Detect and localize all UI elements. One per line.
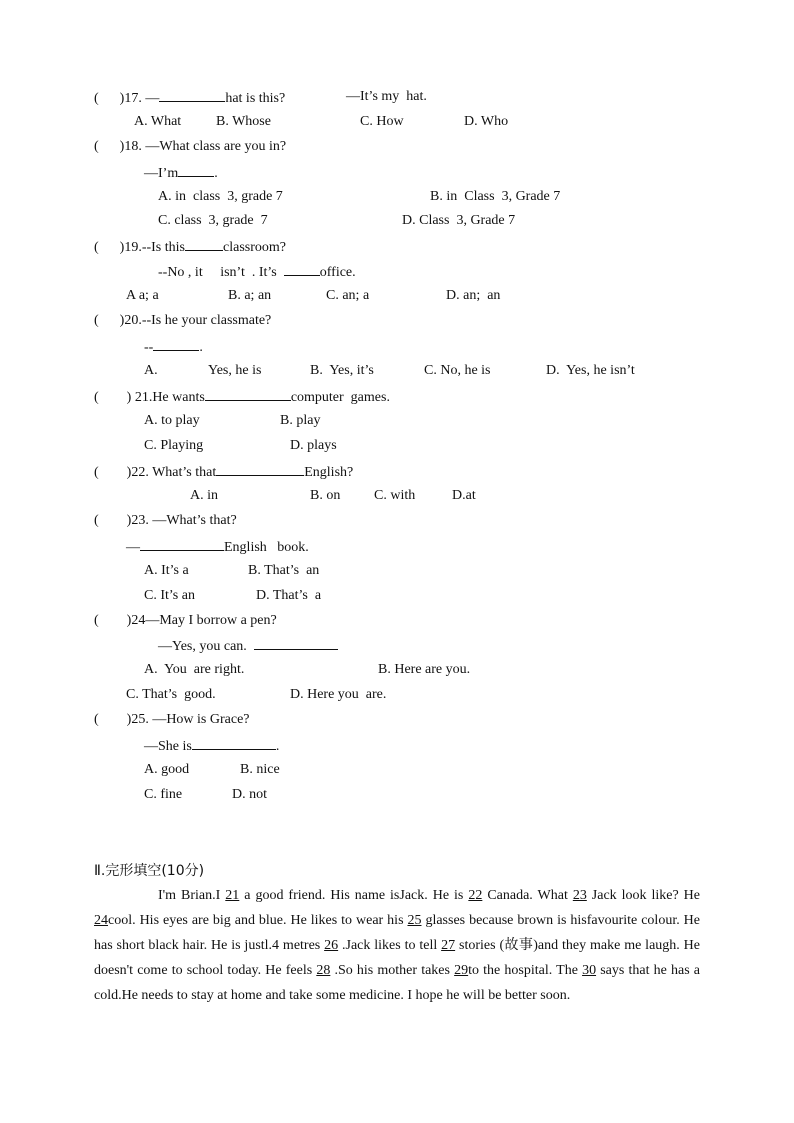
blank-number: 26 bbox=[324, 938, 339, 953]
blank-number: 23 bbox=[572, 888, 587, 903]
option-c: C. an; a bbox=[326, 288, 370, 303]
answer-blank bbox=[153, 337, 199, 351]
option-d: D. Yes, he isn’t bbox=[546, 363, 635, 378]
option-a: A. What bbox=[134, 114, 182, 129]
answer-blank bbox=[216, 462, 304, 476]
option-b: B. Yes, it’s bbox=[310, 363, 374, 378]
answer-blank bbox=[205, 387, 291, 401]
question-24-reply: —Yes, you can. bbox=[158, 636, 338, 656]
answer-blank bbox=[159, 88, 225, 102]
option-a: A. to play bbox=[144, 413, 200, 428]
option-a: A. in class 3, grade 7 bbox=[158, 189, 283, 204]
option-d: D. That’s a bbox=[256, 588, 322, 603]
option-d: D. Who bbox=[464, 114, 509, 129]
option-c: C. How bbox=[360, 114, 404, 129]
option-b: B. Here are you. bbox=[378, 662, 471, 677]
answer-blank bbox=[178, 163, 214, 177]
option-d: D. Class 3, Grade 7 bbox=[402, 213, 516, 228]
option-a: A. bbox=[144, 363, 158, 378]
option-d: D. an; an bbox=[446, 288, 501, 303]
question-23-stem: ( )23. —What’s that? bbox=[94, 513, 237, 528]
blank-number: 24 bbox=[94, 913, 108, 928]
question-17-stem: ( )17. — hat is this? bbox=[94, 88, 285, 108]
option-b: B. on bbox=[310, 488, 341, 503]
question-25-reply: —She is . bbox=[144, 736, 279, 756]
question-20-reply: -- . bbox=[144, 337, 203, 357]
question-17-reply: —It’s my hat. bbox=[346, 89, 427, 104]
answer-blank bbox=[284, 262, 320, 276]
answer-blank bbox=[185, 237, 223, 251]
blank-number: 28 bbox=[316, 963, 331, 978]
option-b: B. a; an bbox=[228, 288, 272, 303]
option-b: B. in Class 3, Grade 7 bbox=[430, 189, 561, 204]
option-d: D. plays bbox=[290, 438, 337, 453]
option-d: D.at bbox=[452, 488, 476, 503]
question-21-stem: ( ) 21.He wants computer games. bbox=[94, 387, 390, 407]
option-a: A. It’s a bbox=[144, 563, 189, 578]
option-c: C. That’s good. bbox=[126, 687, 216, 702]
blank-number: 21 bbox=[225, 888, 240, 903]
blank-number: 25 bbox=[407, 913, 422, 928]
question-25-stem: ( )25. —How is Grace? bbox=[94, 712, 250, 727]
question-18-stem: ( )18. —What class are you in? bbox=[94, 139, 287, 154]
blank-number: 27 bbox=[441, 938, 456, 953]
answer-blank bbox=[254, 636, 338, 650]
option-c: C. It’s an bbox=[144, 588, 195, 603]
option-b: B. nice bbox=[240, 762, 280, 777]
blank-number: 30 bbox=[582, 963, 597, 978]
blank-number: 22 bbox=[468, 888, 483, 903]
option-d: D. Here you are. bbox=[290, 687, 387, 702]
section-title: Ⅱ.完形填空(10分) bbox=[94, 863, 205, 879]
question-23-reply: — English book. bbox=[126, 537, 309, 557]
option-a-text: Yes, he is bbox=[208, 363, 262, 378]
blank-number: 29 bbox=[454, 963, 469, 978]
option-a: A. in bbox=[190, 488, 218, 503]
option-c: C. class 3, grade 7 bbox=[158, 213, 268, 228]
question-19-reply: --No , it isn’t . It’s office. bbox=[158, 262, 356, 282]
answer-blank bbox=[140, 537, 224, 551]
option-d: D. not bbox=[232, 787, 267, 802]
cloze-passage bbox=[94, 883, 700, 1008]
answer-blank bbox=[192, 736, 276, 750]
question-22-stem: ( )22. What’s that English? bbox=[94, 462, 353, 482]
option-c: C. No, he is bbox=[424, 363, 491, 378]
option-c: C. with bbox=[374, 488, 416, 503]
question-19-stem: ( )19.--Is this classroom? bbox=[94, 237, 286, 257]
option-b: B. Whose bbox=[216, 114, 271, 129]
question-24-stem: ( )24—May I borrow a pen? bbox=[94, 613, 277, 628]
option-a: A. You are right. bbox=[144, 662, 245, 677]
option-b: B. play bbox=[280, 413, 321, 428]
option-a: A. good bbox=[144, 762, 190, 777]
option-b: B. That’s an bbox=[248, 563, 320, 578]
question-20-stem: ( )20.--Is he your classmate? bbox=[94, 313, 272, 328]
option-a: A a; a bbox=[126, 288, 159, 303]
option-c: C. fine bbox=[144, 787, 183, 802]
question-18-reply: —I’m . bbox=[144, 163, 218, 183]
option-c: C. Playing bbox=[144, 438, 204, 453]
cloze-paragraph: I'm Brian.I 21 a good friend. His name isJack. He is 22 Canada. What 23 Jack look like? He 24cool. His eyes are big and blue. He likes to wear his 25 glasses because brown is hisfavourite colour. He has short black hair. He is justl.4 metres 26 .Jack likes to tell 27 stories (故事)and they make me laugh. He doesn't come to school today. He feels 28 .So his mother takes 29to the hospital. The 30 says that he has a cold.He needs to stay at home and take some medicine. I hope he will be better soon. bbox=[94, 888, 701, 1003]
